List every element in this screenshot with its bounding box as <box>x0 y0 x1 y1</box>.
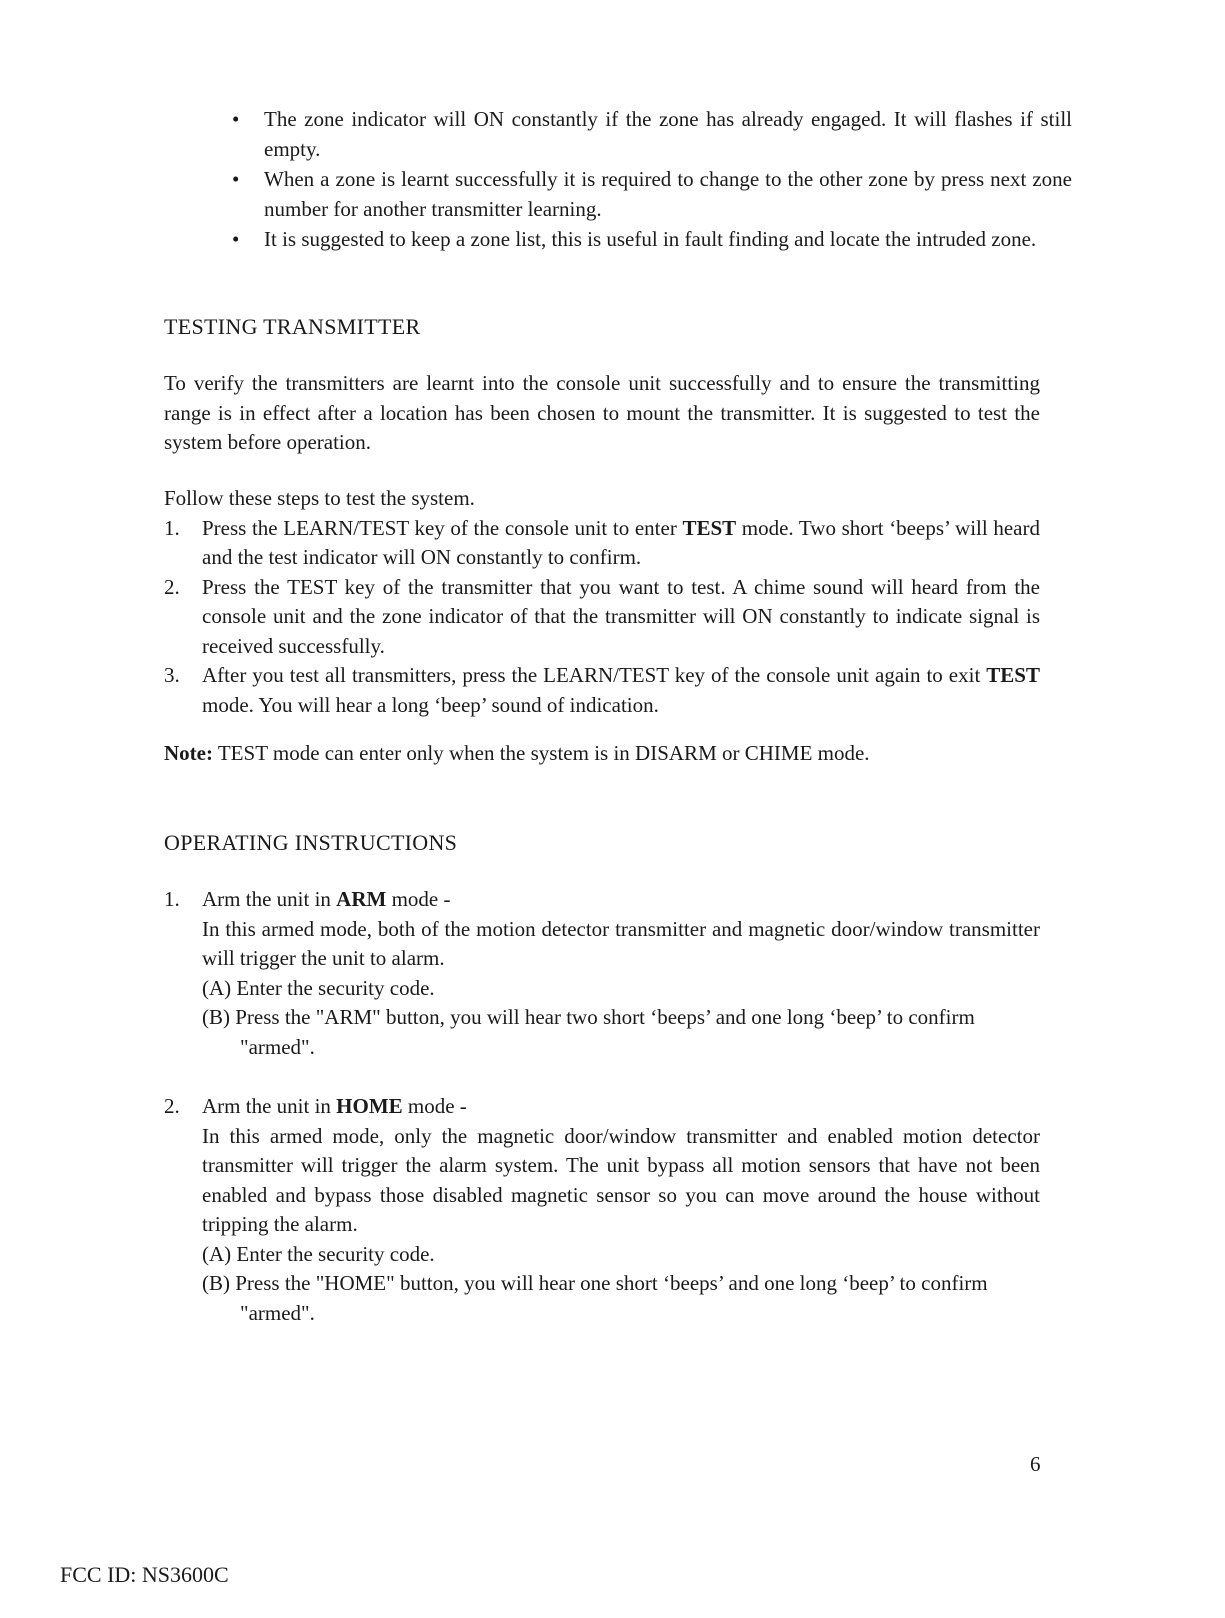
item2-description: In this armed mode, only the magnetic door/window transmitter and enabled motion detector transmitter will trigger the alarm system. The unit bypass all motion sensors that have not been enabled and bypass those disabled magnetic sensor so you can move around the house without tripping the alarm. <box>202 1123 1040 1236</box>
item1-step-a: (A) Enter the security code. <box>202 975 435 1000</box>
step-number: 2. <box>164 574 180 599</box>
list-item: 2. Arm the unit in HOME mode - <box>164 1092 1040 1122</box>
list-item: • The zone indicator will ON constantly if the zone has already engaged. It will flashes if still empty. <box>232 104 1072 164</box>
bullet-icon: • <box>232 227 240 251</box>
testing-note: Note: TEST mode can enter only when the system is in DISARM or CHIME mode. <box>164 741 870 765</box>
step-number: 2. <box>164 1094 180 1118</box>
item1-description: In this armed mode, both of the motion detector transmitter and magnetic door/window transmitter will trigger the unit to alarm. <box>202 916 1040 970</box>
list-item: • It is suggested to keep a zone list, this is useful in fault finding and locate the intruded zone. <box>232 224 1072 254</box>
testing-intro: To verify the transmitters are learnt into the console unit successfully and to ensure the transmitting range is in effect after a location has been chosen to mount the transmitter. It is suggested to test the system before operation. <box>164 371 1040 454</box>
item1-step-b: (B) Press the "ARM" button, you will hear two short ‘beeps’ and one long ‘beep’ to confirm "armed". <box>202 1005 975 1059</box>
bullet-icon: • <box>232 107 240 131</box>
testing-steps <box>164 484 1040 720</box>
list-item: 3. After you test all transmitters, press the LEARN/TEST key of the console unit again to exit TEST mode. You will hear a long ‘beep’ sound of indication. <box>164 663 1040 717</box>
page-number: 6 <box>1030 1452 1041 1476</box>
step-number: 3. <box>164 663 180 687</box>
list-item: 2. Press the TEST key of the transmitter that you want to test. A chime sound will heard from the console unit and the zone indicator of that the transmitter will ON constantly to indicate signal is received successfully. <box>164 574 1040 658</box>
zone-notes-list <box>232 104 1072 254</box>
operating-steps <box>164 885 1040 1328</box>
list-item: • When a zone is learnt successfully it is required to change to the other zone by press next zone number for another transmitter learning. <box>232 164 1072 224</box>
list-item: 1. Press the LEARN/TEST key of the console unit to enter TEST mode. Two short ‘beeps’ will heard and the test indicator will ON constantly to confirm. <box>164 515 1040 569</box>
testing-follow: Follow these steps to test the system. <box>164 486 475 510</box>
fcc-id-footer: FCC ID: NS3600C <box>60 1562 229 1587</box>
bullet-icon: • <box>232 167 240 191</box>
operating-heading: OPERATING INSTRUCTIONS <box>164 830 458 855</box>
testing-heading: TESTING TRANSMITTER <box>164 314 421 339</box>
list-item: 1. Arm the unit in ARM mode - <box>164 885 1040 915</box>
item2-step-b: (B) Press the "HOME" button, you will hear one short ‘beeps’ and one long ‘beep’ to confirm "armed". <box>202 1271 988 1325</box>
step-number: 1. <box>164 515 180 540</box>
step-number: 1. <box>164 887 180 911</box>
item2-step-a: (A) Enter the security code. <box>202 1241 435 1266</box>
